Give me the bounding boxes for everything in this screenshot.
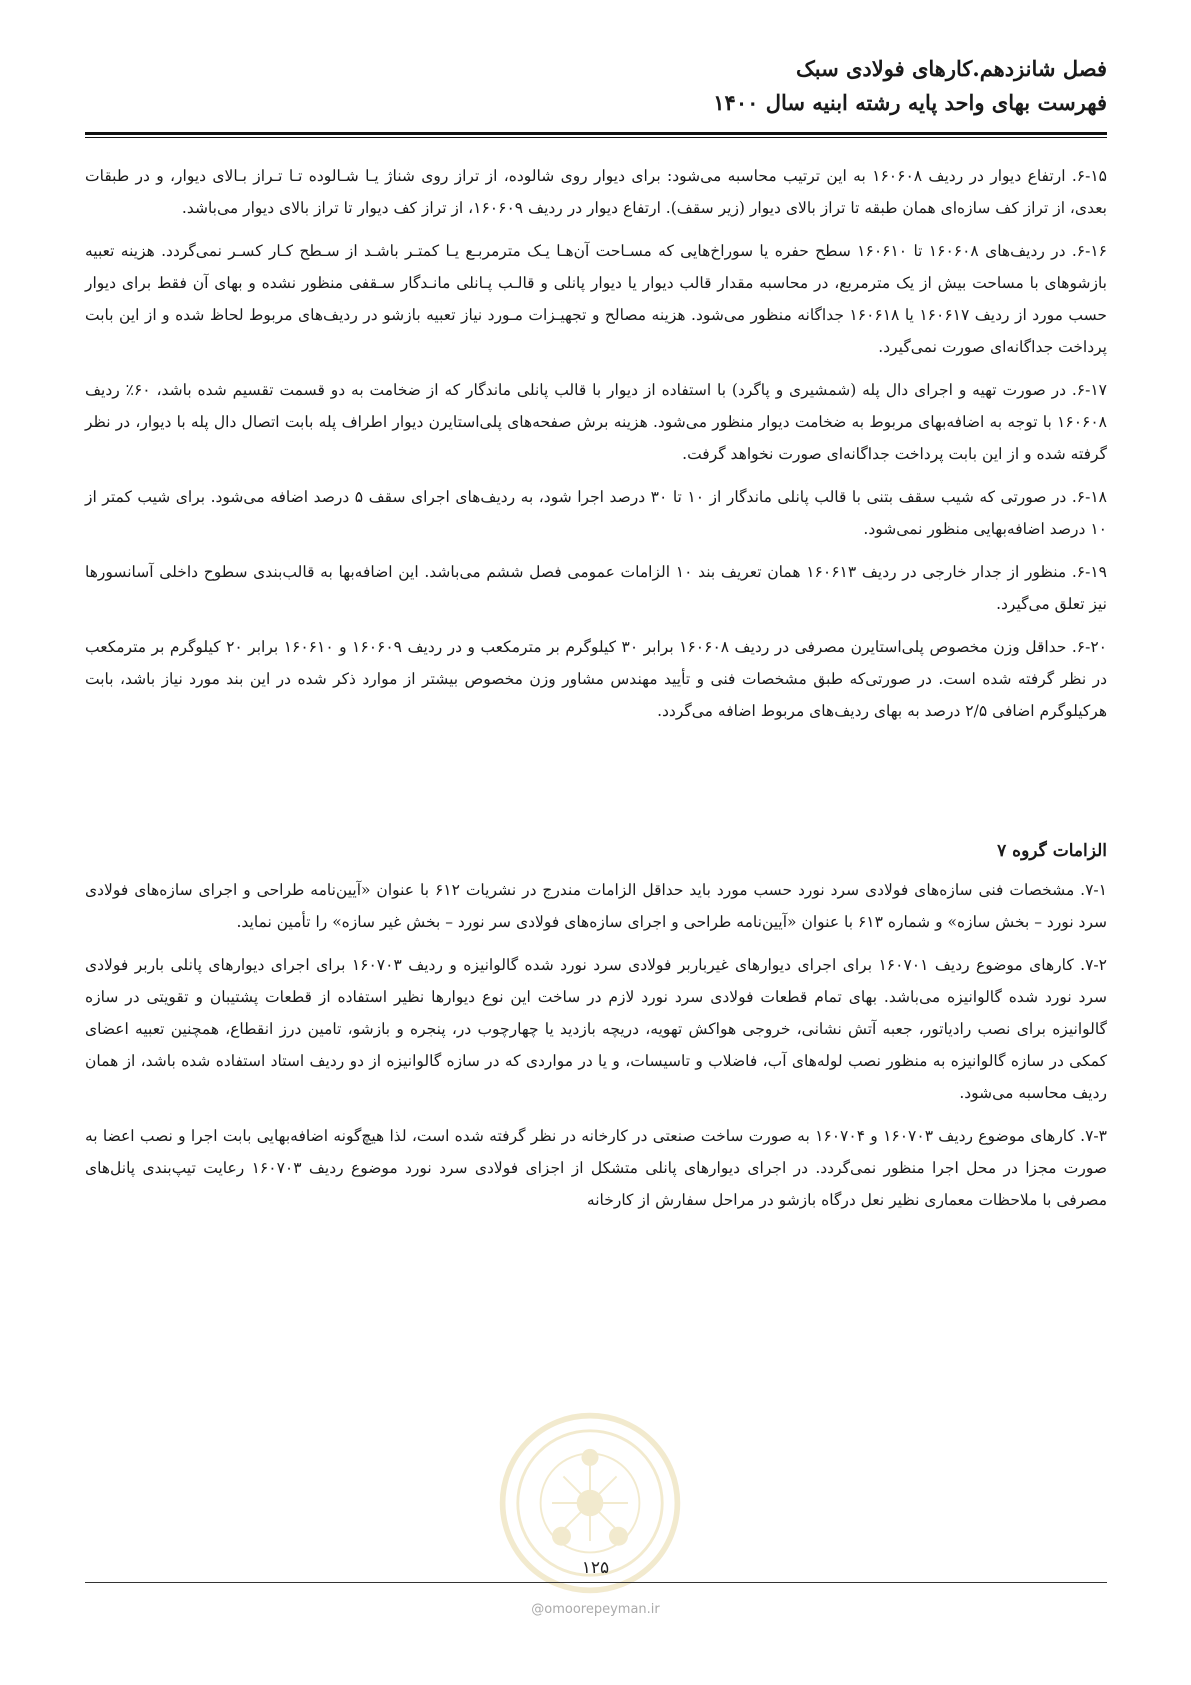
- page-body: [85, 160, 1107, 1227]
- section-7-heading: الزامات گروه ۷: [997, 841, 1107, 861]
- paragraph-7-1: ۷-۱. مشخصات فنی سازه‌های فولادی سرد نورد حسب مورد باید حداقل الزامات مندرج در نشریات ۶۱۲ با عنوان «آیین‌نامه طراحی و اجرای سازه‌های فولادی سرد نورد – بخش سازه» و شماره ۶۱۳ با عنوان «آیین‌نامه طراحی و اجرای سازه‌های فولادی سر نورد – بخش غیر سازه» را تأمین نماید.: [85, 881, 1107, 931]
- chapter-title: فصل شانزدهم.کارهای فولادی سبک: [795, 56, 1107, 81]
- section-spacer: [85, 738, 1107, 834]
- paragraph-6-16: ۶-۱۶. در ردیف‌های ۱۶۰۶۰۸ تا ۱۶۰۶۱۰ سطح حفره یا سوراخ‌هایی که مسـاحت آن‌هـا یـک مترمربـع یـا کمتـر باشـد از سـطح کـار کسـر نمی‌گردد. هزینه تعبیه بازشوهای با مساحت بیش از یک مترمربع، در محاسبه مقدار قالب دیوار یا دیوار پانلی و قالـب پـانلی مانـدگار سـقفی منظور نشده و بهای آن فقط برای دیوار حسب مورد از ردیف ۱۶۰۶۱۷ یا ۱۶۰۶۱۸ جداگانه منظور می‌شود. هزینه مصالح و تجهیـزات مـورد نیاز تعبیه بازشو در ردیف‌های مربوط لحاظ شده و از این بابت پرداخت جداگانه‌ای صورت نمی‌گیرد.: [85, 242, 1108, 356]
- footer-rule: [85, 1582, 1107, 1583]
- page-number: ۱۲۵: [581, 1558, 610, 1578]
- header-rule-thin: [85, 137, 1107, 138]
- paragraph-6-18: ۶-۱۸. در صورتی که شیب سقف بتنی با قالب پانلی ماندگار از ۱۰ تا ۳۰ درصد اجرا شود، به ردیف‌های اجرای سقف ۵ درصد اضافه می‌شود. برای شیب کمتر از ۱۰ درصد اضافه‌بهایی منظور نمی‌شود.: [85, 488, 1107, 538]
- paragraph-6-19: ۶-۱۹. منظور از جدار خارجی در ردیف ۱۶۰۶۱۳ همان تعریف بند ۱۰ الزامات عمومی فصل ششم می‌باشد. این اضافه‌بها به قالب‌بندی سطوح داخلی آسانسورها نیز تعلق می‌گیرد.: [85, 563, 1108, 613]
- footer-website: @omoorepeyman.ir: [531, 1602, 660, 1617]
- paragraph-7-3: ۷-۳. کارهای موضوع ردیف ۱۶۰۷۰۳ و ۱۶۰۷۰۴ به صورت ساخت صنعتی در کارخانه در نظر گرفته شده است، لذا هیچ‌گونه اضافه‌بهایی بابت اجرا و نصب اعضا به صورت مجزا در محل اجرا منظور نمی‌گردد. در اجرای دیوارهای پانلی متشکل از اجزای فولادی سرد نورد موضوع ردیف ۱۶۰۷۰۳ رعایت تیپ‌بندی پانل‌های مصرفی با ملاحظات معماری نظیر نعل درگاه بازشو در مراحل سفارش از کارخانه: [85, 1127, 1107, 1209]
- page-header: [85, 52, 1107, 120]
- header-rule-thick: [85, 132, 1107, 135]
- paragraph-6-15: ۶-۱۵. ارتفاع دیوار در ردیف ۱۶۰۶۰۸ به این ترتیب محاسبه می‌شود: برای دیوار روی شالوده، از تراز روی شناژ یـا شـالوده تـا تـراز بـالای دیوار، و در طبقات بعدی، از تراز کف سازه‌ای همان طبقه تا تراز بالای دیوار (زیر سقف). ارتفاع دیوار در ردیف ۱۶۰۶۰۹، از تراز کف دیوار تا تراز بالای دیوار می‌باشد.: [85, 167, 1107, 217]
- paragraph-6-20: ۶-۲۰. حداقل وزن مخصوص پلی‌استایرن مصرفی در ردیف ۱۶۰۶۰۸ برابر ۳۰ کیلوگرم بر مترمکعب و در ردیف ۱۶۰۶۰۹ و ۱۶۰۶۱۰ برابر ۲۰ کیلوگرم بر مترمکعب در نظر گرفته شده است. در صورتی‌که طبق مشخصات فنی و تأیید مهندس مشاور وزن مخصوص بیشتر از موارد ذکر شده در این بند مورد نیاز باشد، بابت هرکیلوگرم اضافی ۲/۵ درصد به بهای ردیف‌های مربوط اضافه می‌گردد.: [85, 638, 1107, 720]
- paragraph-6-17: ۶-۱۷. در صورت تهیه و اجرای دال پله (شمشیری و پاگرد) با استفاده از دیوار با قالب پانلی ماندگار که از ضخامت به دو قسمت تقسیم شده باشد، ۶۰٪ ردیف ۱۶۰۶۰۸ با توجه به اضافه‌بهای مربوط به ضخامت دیوار منظور می‌شود. هزینه برش صفحه‌های پلی‌استایرن دیوار اطراف پله بابت اتصال دال پله با دیوار، در نظر گرفته شده و از این بابت پرداخت جداگانه‌ای صورت نخواهد گرفت.: [85, 381, 1108, 463]
- book-title: فهرست بهای واحد پایه رشته ابنیه سال ۱۴۰۰: [713, 90, 1107, 115]
- paragraph-7-2: ۷-۲. کارهای موضوع ردیف ۱۶۰۷۰۱ برای اجرای دیوارهای غیرباربر فولادی سرد نورد شده گالوانیزه و ردیف ۱۶۰۷۰۳ برای اجرای دیوارهای پانلی باربر فولادی سرد نورد شده گالوانیزه می‌باشد. بهای تمام قطعات فولادی سرد نورد لازم در ساخت این نوع دیوارها نظیر استفاده از قطعات پشتیبان و تقویتی در سازه گالوانیزه برای نصب رادیاتور، جعبه آتش نشانی، خروجی هواکش تهویه، دریچه بازدید یا چهارچوب در، پنجره و بازشو، تامین درز انقطاع، همچنین تعبیه اعضای کمکی در سازه گالوانیزه به منظور نصب لوله‌های آب، فاضلاب و تاسیسات، و یا در مواردی که در سازه گالوانیزه از دو ردیف استاد استفاده شده باشد، از همان ردیف محاسبه می‌شود.: [85, 956, 1107, 1102]
